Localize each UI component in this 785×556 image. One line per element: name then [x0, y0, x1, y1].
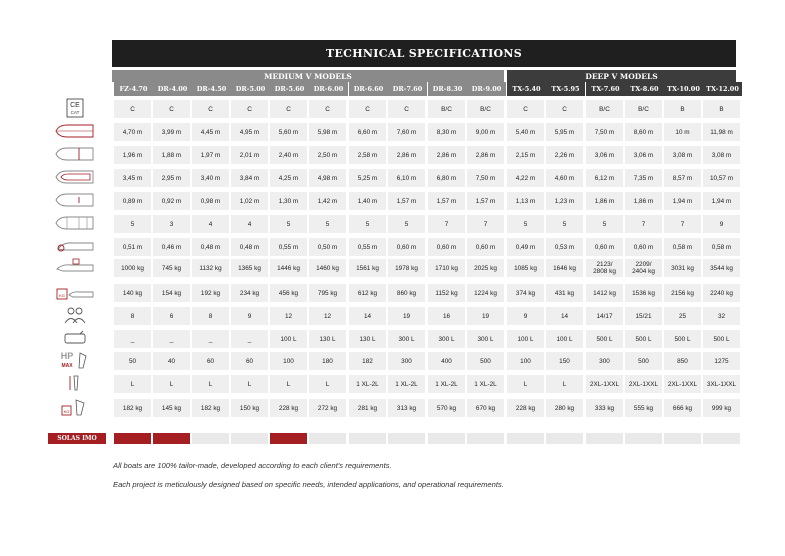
solas-imo-no — [231, 433, 268, 444]
table-cell: 2025 kg — [467, 259, 504, 277]
table-cell: 281 kg — [349, 399, 386, 417]
table-cell: C — [270, 100, 307, 118]
table-cell: 1,42 m — [309, 192, 346, 210]
model-header: DR-4.00 — [153, 82, 192, 96]
table-cell: 130 L — [349, 330, 386, 348]
shaft-length-icon — [46, 373, 104, 393]
note-tailor-made: All boats are 100% tailor-made, developed according to each client's requirements. — [113, 461, 392, 470]
table-cell: 3,08 m — [664, 146, 701, 164]
inner-width-icon — [46, 190, 104, 210]
table-cell: 180 — [309, 352, 346, 370]
table-cell: B — [703, 100, 740, 118]
table-cell: 1,57 m — [428, 192, 465, 210]
table-cell: 4,22 m — [507, 169, 544, 187]
table-cell: 1365 kg — [231, 259, 268, 277]
table-cell: 0,60 m — [428, 238, 465, 256]
table-cell: 7,50 m — [586, 123, 623, 141]
table-cell: 192 kg — [192, 284, 229, 302]
table-cell: 8,57 m — [664, 169, 701, 187]
table-cell: 1,96 m — [114, 146, 151, 164]
table-cell: 500 L — [664, 330, 701, 348]
solas-imo-no — [192, 433, 229, 444]
table-cell: 8,30 m — [428, 123, 465, 141]
table-cell: 19 — [388, 307, 425, 325]
table-cell: 1978 kg — [388, 259, 425, 277]
model-header: DR-7.60 — [388, 82, 427, 96]
table-cell: 25 — [664, 307, 701, 325]
table-cell: 500 — [467, 352, 504, 370]
table-cell: L — [507, 375, 544, 393]
table-cell: _ — [192, 330, 229, 348]
table-cell: 1275 — [703, 352, 740, 370]
solas-imo-no — [309, 433, 346, 444]
table-cell: 999 kg — [703, 399, 740, 417]
solas-imo-no — [546, 433, 583, 444]
svg-text:CAT: CAT — [70, 110, 80, 115]
table-cell: 7 — [467, 215, 504, 233]
inner-length-icon — [46, 167, 104, 187]
table-cell: L — [231, 375, 268, 393]
table-cell: 8 — [114, 307, 151, 325]
table-cell: 32 — [703, 307, 740, 325]
table-cell: 2,95 m — [153, 169, 190, 187]
table-cell: 2,40 m — [270, 146, 307, 164]
table-cell: 2,58 m — [349, 146, 386, 164]
table-cell: 1085 kg — [507, 259, 544, 277]
table-cell: 1536 kg — [625, 284, 662, 302]
table-cell: 9 — [507, 307, 544, 325]
table-cell: 313 kg — [388, 399, 425, 417]
table-cell: 0,50 m — [309, 238, 346, 256]
table-cell: 6,80 m — [428, 169, 465, 187]
table-cell: 14/17 — [586, 307, 623, 325]
deep-v-models-header: DEEP V MODELS — [507, 70, 736, 82]
table-cell: 5 — [349, 215, 386, 233]
table-cell: 5 — [586, 215, 623, 233]
table-cell: 4,70 m — [114, 123, 151, 141]
table-cell: 12 — [309, 307, 346, 325]
table-cell: 100 — [270, 352, 307, 370]
table-cell: 130 L — [309, 330, 346, 348]
compartments-icon — [46, 213, 104, 233]
solas-imo-no — [625, 433, 662, 444]
table-cell: 1561 kg — [349, 259, 386, 277]
table-cell: 182 — [349, 352, 386, 370]
table-cell: 1,97 m — [192, 146, 229, 164]
solas-imo-yes — [270, 433, 307, 444]
fuel-tank-icon — [46, 328, 104, 348]
model-header: DR-9.00 — [467, 82, 506, 96]
table-cell: 3 — [153, 215, 190, 233]
table-cell: 300 L — [467, 330, 504, 348]
model-header: FZ-4.70 — [114, 82, 153, 96]
table-cell: 2XL-1XXL — [625, 375, 662, 393]
svg-text:CE: CE — [70, 102, 80, 109]
table-cell: 1710 kg — [428, 259, 465, 277]
table-cell: 228 kg — [507, 399, 544, 417]
table-cell: 3,08 m — [703, 146, 740, 164]
table-cell: 3,84 m — [231, 169, 268, 187]
table-cell: 1,02 m — [231, 192, 268, 210]
table-cell: 2XL-1XXL — [664, 375, 701, 393]
table-cell: 2,01 m — [231, 146, 268, 164]
model-header: TX-5.40 — [507, 82, 546, 96]
table-cell: 6 — [153, 307, 190, 325]
table-cell: 14 — [546, 307, 583, 325]
solas-imo-no — [349, 433, 386, 444]
svg-text:HP: HP — [60, 351, 74, 361]
table-cell: 1 XL-2L — [428, 375, 465, 393]
model-header: TX-12.00 — [703, 82, 742, 96]
table-cell: 0,46 m — [153, 238, 190, 256]
table-cell: B/C — [428, 100, 465, 118]
table-cell: 1,86 m — [586, 192, 623, 210]
svg-text:KG: KG — [63, 409, 70, 414]
table-cell: 60 — [192, 352, 229, 370]
table-cell: 0,53 m — [546, 238, 583, 256]
table-cell: C — [388, 100, 425, 118]
table-cell: 666 kg — [664, 399, 701, 417]
tube-diameter-icon — [46, 236, 104, 256]
table-cell: 0,60 m — [625, 238, 662, 256]
max-load-icon — [46, 282, 104, 302]
table-cell: 5,60 m — [270, 123, 307, 141]
table-cell: 0,98 m — [192, 192, 229, 210]
table-cell: 7 — [664, 215, 701, 233]
table-cell: 6,12 m — [586, 169, 623, 187]
table-cell: 0,92 m — [153, 192, 190, 210]
ce-cat-icon — [46, 98, 104, 118]
table-cell: 2,86 m — [388, 146, 425, 164]
table-cell: 1,23 m — [546, 192, 583, 210]
solas-imo-no — [664, 433, 701, 444]
table-cell: 0,48 m — [192, 238, 229, 256]
table-cell: 60 — [231, 352, 268, 370]
model-header: DR-5.60 — [270, 82, 309, 96]
table-cell: 2240 kg — [703, 284, 740, 302]
table-cell: C — [546, 100, 583, 118]
table-cell: 7 — [428, 215, 465, 233]
table-cell: C — [231, 100, 268, 118]
table-cell: 3,99 m — [153, 123, 190, 141]
table-cell: 9,00 m — [467, 123, 504, 141]
table-cell: 1132 kg — [192, 259, 229, 277]
table-cell: 1,88 m — [153, 146, 190, 164]
table-cell: 5 — [270, 215, 307, 233]
table-cell: 5,25 m — [349, 169, 386, 187]
table-cell: B/C — [625, 100, 662, 118]
table-cell: 0,58 m — [664, 238, 701, 256]
max-hp-icon — [46, 350, 104, 370]
table-cell: 3,45 m — [114, 169, 151, 187]
table-cell: _ — [231, 330, 268, 348]
table-cell: 300 — [388, 352, 425, 370]
table-cell: 40 — [153, 352, 190, 370]
solas-imo-label: SOLAS IMO — [48, 433, 106, 444]
table-cell: 3031 kg — [664, 259, 701, 277]
table-cell: 2123/ 2808 kg — [586, 259, 623, 277]
table-cell: 1224 kg — [467, 284, 504, 302]
table-cell: 400 — [428, 352, 465, 370]
engine-weight-icon — [46, 397, 104, 417]
table-cell: 4 — [231, 215, 268, 233]
table-cell: 2XL-1XXL — [586, 375, 623, 393]
table-cell: 0,89 m — [114, 192, 151, 210]
table-cell: 4,98 m — [309, 169, 346, 187]
table-cell: 1460 kg — [309, 259, 346, 277]
table-cell: 9 — [231, 307, 268, 325]
table-cell: 0,55 m — [349, 238, 386, 256]
model-header: DR-6.00 — [309, 82, 348, 96]
table-cell: 19 — [467, 307, 504, 325]
table-cell: 1,86 m — [625, 192, 662, 210]
table-cell: 431 kg — [546, 284, 583, 302]
table-cell: 228 kg — [270, 399, 307, 417]
table-cell: C — [349, 100, 386, 118]
solas-imo-yes — [114, 433, 151, 444]
table-cell: 14 — [349, 307, 386, 325]
table-cell: 0,49 m — [507, 238, 544, 256]
table-cell: 795 kg — [309, 284, 346, 302]
solas-imo-no — [428, 433, 465, 444]
table-title: TECHNICAL SPECIFICATIONS — [112, 40, 736, 67]
table-cell: C — [153, 100, 190, 118]
solas-imo-no — [388, 433, 425, 444]
table-cell: 300 L — [388, 330, 425, 348]
table-cell: 2,86 m — [467, 146, 504, 164]
table-cell: 2209/ 2404 kg — [625, 259, 662, 277]
table-cell: 154 kg — [153, 284, 190, 302]
table-cell: 1 XL-2L — [349, 375, 386, 393]
table-cell: 500 L — [703, 330, 740, 348]
table-cell: 5 — [388, 215, 425, 233]
table-cell: 10 m — [664, 123, 701, 141]
table-cell: 4,25 m — [270, 169, 307, 187]
table-cell: 0,55 m — [270, 238, 307, 256]
model-header: DR-5.00 — [231, 82, 270, 96]
table-cell: 7 — [625, 215, 662, 233]
table-cell: 1,40 m — [349, 192, 386, 210]
table-cell: 1,57 m — [388, 192, 425, 210]
table-cell: 140 kg — [114, 284, 151, 302]
table-cell: L — [309, 375, 346, 393]
table-cell: C — [507, 100, 544, 118]
length-overall-icon — [46, 121, 104, 141]
table-cell: 280 kg — [546, 399, 583, 417]
table-cell: _ — [114, 330, 151, 348]
table-cell: C — [309, 100, 346, 118]
persons-icon — [46, 305, 104, 325]
table-cell: 500 — [625, 352, 662, 370]
model-header: DR-6.60 — [349, 82, 388, 96]
table-cell: 7,50 m — [467, 169, 504, 187]
table-cell: 9 — [703, 215, 740, 233]
table-cell: 1,13 m — [507, 192, 544, 210]
table-cell: 1,94 m — [664, 192, 701, 210]
table-cell: 5 — [114, 215, 151, 233]
table-cell: 300 L — [428, 330, 465, 348]
table-cell: 3XL-1XXL — [703, 375, 740, 393]
table-cell: 0,60 m — [467, 238, 504, 256]
table-cell: 50 — [114, 352, 151, 370]
table-cell: 2,26 m — [546, 146, 583, 164]
table-cell: 10,57 m — [703, 169, 740, 187]
model-header: DR-4.50 — [192, 82, 231, 96]
table-cell: 5 — [546, 215, 583, 233]
table-cell: 8,60 m — [625, 123, 662, 141]
svg-text:MAX: MAX — [61, 363, 73, 369]
table-cell: 500 L — [586, 330, 623, 348]
table-cell: 1646 kg — [546, 259, 583, 277]
table-cell: 4,95 m — [231, 123, 268, 141]
table-cell: L — [546, 375, 583, 393]
table-cell: 4 — [192, 215, 229, 233]
table-cell: 0,48 m — [231, 238, 268, 256]
table-cell: 1152 kg — [428, 284, 465, 302]
table-cell: 570 kg — [428, 399, 465, 417]
table-cell: 11,98 m — [703, 123, 740, 141]
table-cell: 1 XL-2L — [467, 375, 504, 393]
table-cell: 5,40 m — [507, 123, 544, 141]
table-cell: 3,40 m — [192, 169, 229, 187]
table-cell: 2,86 m — [428, 146, 465, 164]
table-cell: 1446 kg — [270, 259, 307, 277]
table-cell: 12 — [270, 307, 307, 325]
medium-v-models-header: MEDIUM V MODELS — [112, 70, 504, 82]
table-cell: 16 — [428, 307, 465, 325]
table-cell: 6,10 m — [388, 169, 425, 187]
table-cell: 4,60 m — [546, 169, 583, 187]
model-header: TX-8.60 — [625, 82, 664, 96]
table-cell: 150 — [546, 352, 583, 370]
table-cell: 555 kg — [625, 399, 662, 417]
table-cell: 150 kg — [231, 399, 268, 417]
table-cell: L — [192, 375, 229, 393]
table-cell: 374 kg — [507, 284, 544, 302]
table-cell: 2,50 m — [309, 146, 346, 164]
table-cell: 612 kg — [349, 284, 386, 302]
table-cell: 234 kg — [231, 284, 268, 302]
table-cell: 145 kg — [153, 399, 190, 417]
table-cell: 0,58 m — [703, 238, 740, 256]
table-cell: 1000 kg — [114, 259, 151, 277]
table-cell: 333 kg — [586, 399, 623, 417]
table-cell: 100 — [507, 352, 544, 370]
table-cell: 860 kg — [388, 284, 425, 302]
table-cell: 850 — [664, 352, 701, 370]
table-cell: 182 kg — [114, 399, 151, 417]
table-cell: 3,06 m — [625, 146, 662, 164]
table-cell: 15/21 — [625, 307, 662, 325]
table-cell: 3544 kg — [703, 259, 740, 277]
model-header: TX-10.00 — [664, 82, 703, 96]
table-cell: 1,94 m — [703, 192, 740, 210]
table-cell: 7,35 m — [625, 169, 662, 187]
svg-text:KG: KG — [59, 293, 65, 298]
solas-imo-yes — [153, 433, 190, 444]
table-cell: 100 L — [270, 330, 307, 348]
model-header: DR-8.30 — [428, 82, 467, 96]
solas-imo-no — [586, 433, 623, 444]
solas-imo-no — [703, 433, 740, 444]
boat-weight-icon — [46, 257, 104, 277]
table-cell: 0,60 m — [586, 238, 623, 256]
table-cell: 456 kg — [270, 284, 307, 302]
model-header: TX-7.60 — [586, 82, 625, 96]
table-cell: 100 L — [546, 330, 583, 348]
table-cell: 2,15 m — [507, 146, 544, 164]
table-cell: B — [664, 100, 701, 118]
table-cell: 745 kg — [153, 259, 190, 277]
table-cell: _ — [153, 330, 190, 348]
table-cell: 1,57 m — [467, 192, 504, 210]
table-cell: 272 kg — [309, 399, 346, 417]
table-cell: 4,45 m — [192, 123, 229, 141]
table-cell: 1 XL-2L — [388, 375, 425, 393]
solas-imo-no — [467, 433, 504, 444]
table-cell: C — [114, 100, 151, 118]
table-cell: 7,60 m — [388, 123, 425, 141]
table-cell: 5 — [507, 215, 544, 233]
solas-imo-no — [507, 433, 544, 444]
table-cell: 0,60 m — [388, 238, 425, 256]
table-cell: L — [153, 375, 190, 393]
table-cell: 500 L — [625, 330, 662, 348]
table-cell: B/C — [467, 100, 504, 118]
table-cell: 0,51 m — [114, 238, 151, 256]
table-cell: 5,98 m — [309, 123, 346, 141]
beam-width-icon — [46, 144, 104, 164]
table-cell: 1,30 m — [270, 192, 307, 210]
table-cell: 5 — [309, 215, 346, 233]
table-cell: L — [114, 375, 151, 393]
note-project-design: Each project is meticulously designed based on specific needs, intended applications, and operational requirements. — [113, 480, 504, 489]
table-cell: L — [270, 375, 307, 393]
table-cell: 1412 kg — [586, 284, 623, 302]
table-cell: 3,06 m — [586, 146, 623, 164]
table-cell: 5,95 m — [546, 123, 583, 141]
table-cell: 6,60 m — [349, 123, 386, 141]
table-cell: 670 kg — [467, 399, 504, 417]
table-cell: 8 — [192, 307, 229, 325]
table-cell: B/C — [586, 100, 623, 118]
table-cell: 2156 kg — [664, 284, 701, 302]
table-cell: C — [192, 100, 229, 118]
table-cell: 100 L — [507, 330, 544, 348]
model-header: TX-5.95 — [546, 82, 585, 96]
table-cell: 300 — [586, 352, 623, 370]
table-cell: 182 kg — [192, 399, 229, 417]
